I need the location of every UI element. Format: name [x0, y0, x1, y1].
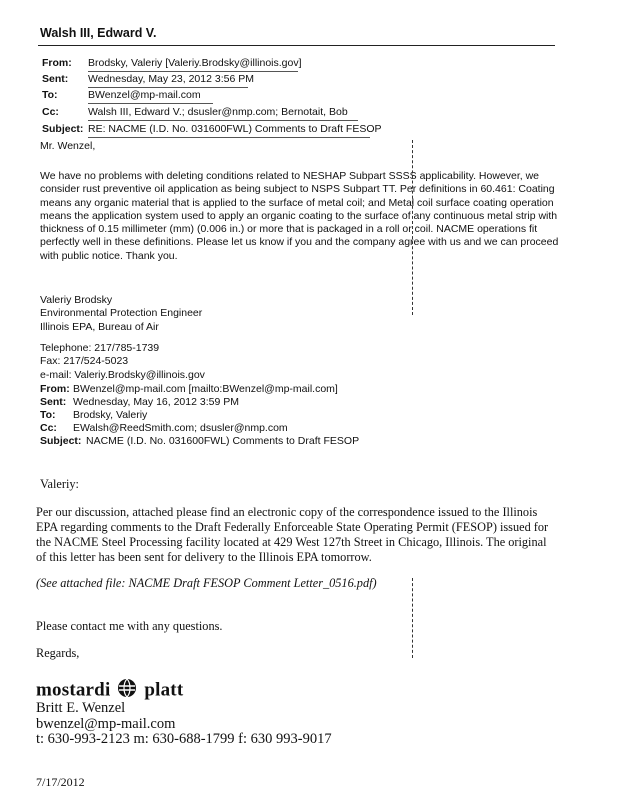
sender-name: Britt E. Wenzel [36, 700, 126, 716]
footer-date: 7/17/2012 [36, 775, 85, 789]
reply-paragraph [40, 170, 558, 263]
reply-line: thickness of 0.15 millimeter (mm) (0.006 in.) or more that is packaged in a roll or coil. NACME operations fit [40, 223, 538, 236]
reply-line: means any organic material that is applied to the surface of metal coil; and Metal coil surface coating operation [40, 196, 554, 209]
fwd-sent-value: Wednesday, May 16, 2012 3:59 PM [73, 396, 239, 408]
reply-line: consider rust preventive oil application as being subject to NSPS Subpart TT. Per definitions in 60.461: Coating [40, 183, 555, 196]
subject-label: Subject: [42, 123, 84, 135]
original-line: Per our discussion, attached please find an electronic copy of the correspondence issued to the Illinois [36, 505, 538, 519]
cc-underline [88, 120, 358, 121]
subject-value: RE: NACME (I.D. No. 031600FWL) Comments to Draft FESOP [88, 123, 382, 135]
fax-line: Fax: 217/524-5023 [40, 355, 129, 368]
original-line: EPA regarding comments to the Draft Federally Enforceable State Operating Permit (FESOP) issued for [36, 520, 549, 534]
from-value: Brodsky, Valeriy [Valeriy.Brodsky@illinois.gov] [88, 57, 302, 69]
fwd-subject-value: NACME (I.D. No. 031600FWL) Comments to Draft FESOP [86, 435, 360, 447]
sent-value: Wednesday, May 23, 2012 3:56 PM [88, 73, 254, 85]
original-line: the NACME Steel Processing facility located at 429 West 127th Street in Chicago, Illinois. The original [36, 535, 547, 549]
fwd-cc-label: Cc: [40, 422, 57, 434]
original-paragraph [36, 505, 548, 565]
engineer-signature [40, 294, 202, 334]
sent-underline [88, 87, 248, 88]
scan-fold-line [412, 140, 413, 315]
logo-right-word: platt [144, 679, 184, 701]
from-underline [88, 71, 298, 72]
email-line: e-mail: Valeriy.Brodsky@illinois.gov [40, 368, 205, 381]
document-title: Walsh III, Edward V. [40, 26, 157, 40]
fwd-from-label: From: [40, 383, 70, 395]
sent-label: Sent: [42, 73, 69, 85]
reply-line: means the application system used to apply an organic coating to the surface of any continuous metal strip with [40, 209, 558, 222]
cc-value: Walsh III, Edward V.; dsusler@nmp.com; Bernotait, Bob [88, 106, 348, 118]
to-underline [88, 103, 213, 104]
to-value: BWenzel@mp-mail.com [88, 89, 201, 101]
contact-line: Please contact me with any questions. [36, 619, 223, 633]
telephone-line: Telephone: 217/785-1739 [40, 342, 160, 354]
reply-line: with public notice. Thank you. [40, 249, 178, 262]
cc-label: Cc: [42, 106, 59, 118]
closing-line: Regards, [36, 646, 80, 660]
original-line: of this letter has been sent for delivery to the Illinois EPA tomorrow. [36, 550, 372, 564]
signature-name: Valeriy Brodsky [40, 294, 113, 306]
to-label: To: [42, 89, 58, 101]
signature-title: Environmental Protection Engineer [40, 307, 203, 320]
reply-salutation: Mr. Wenzel, [40, 140, 96, 152]
logo-left-word: mostardi [36, 679, 111, 701]
attachment-note: (See attached file: NACME Draft FESOP Comment Letter_0516.pdf) [36, 576, 377, 590]
fwd-to-value: Brodsky, Valeriy [73, 409, 148, 421]
from-label: From: [42, 57, 72, 69]
reply-line: We have no problems with deleting conditions related to NESHAP Subpart SSSS applicability. However, we [40, 170, 540, 182]
fwd-sent-label: Sent: [40, 396, 67, 408]
engineer-contact [40, 342, 205, 382]
fwd-to-label: To: [40, 409, 56, 421]
original-salutation: Valeriy: [40, 477, 79, 491]
fwd-from-value: BWenzel@mp-mail.com [mailto:BWenzel@mp-mail.com] [73, 383, 338, 395]
sender-email: bwenzel@mp-mail.com [36, 716, 176, 732]
signature-agency: Illinois EPA, Bureau of Air [40, 320, 159, 333]
sender-phones: t: 630-993-2123 m: 630-688-1799 f: 630 993-9017 [36, 731, 332, 747]
scan-fold-line [412, 578, 413, 658]
fwd-cc-value: EWalsh@ReedSmith.com; dsusler@nmp.com [73, 422, 288, 434]
fwd-subject-label: Subject: [40, 435, 82, 447]
subject-underline [88, 137, 370, 138]
title-divider [38, 45, 555, 46]
reply-line: perfectly well in these definitions. Please let us know if you and the company agree with us and we can proceed [40, 236, 559, 249]
